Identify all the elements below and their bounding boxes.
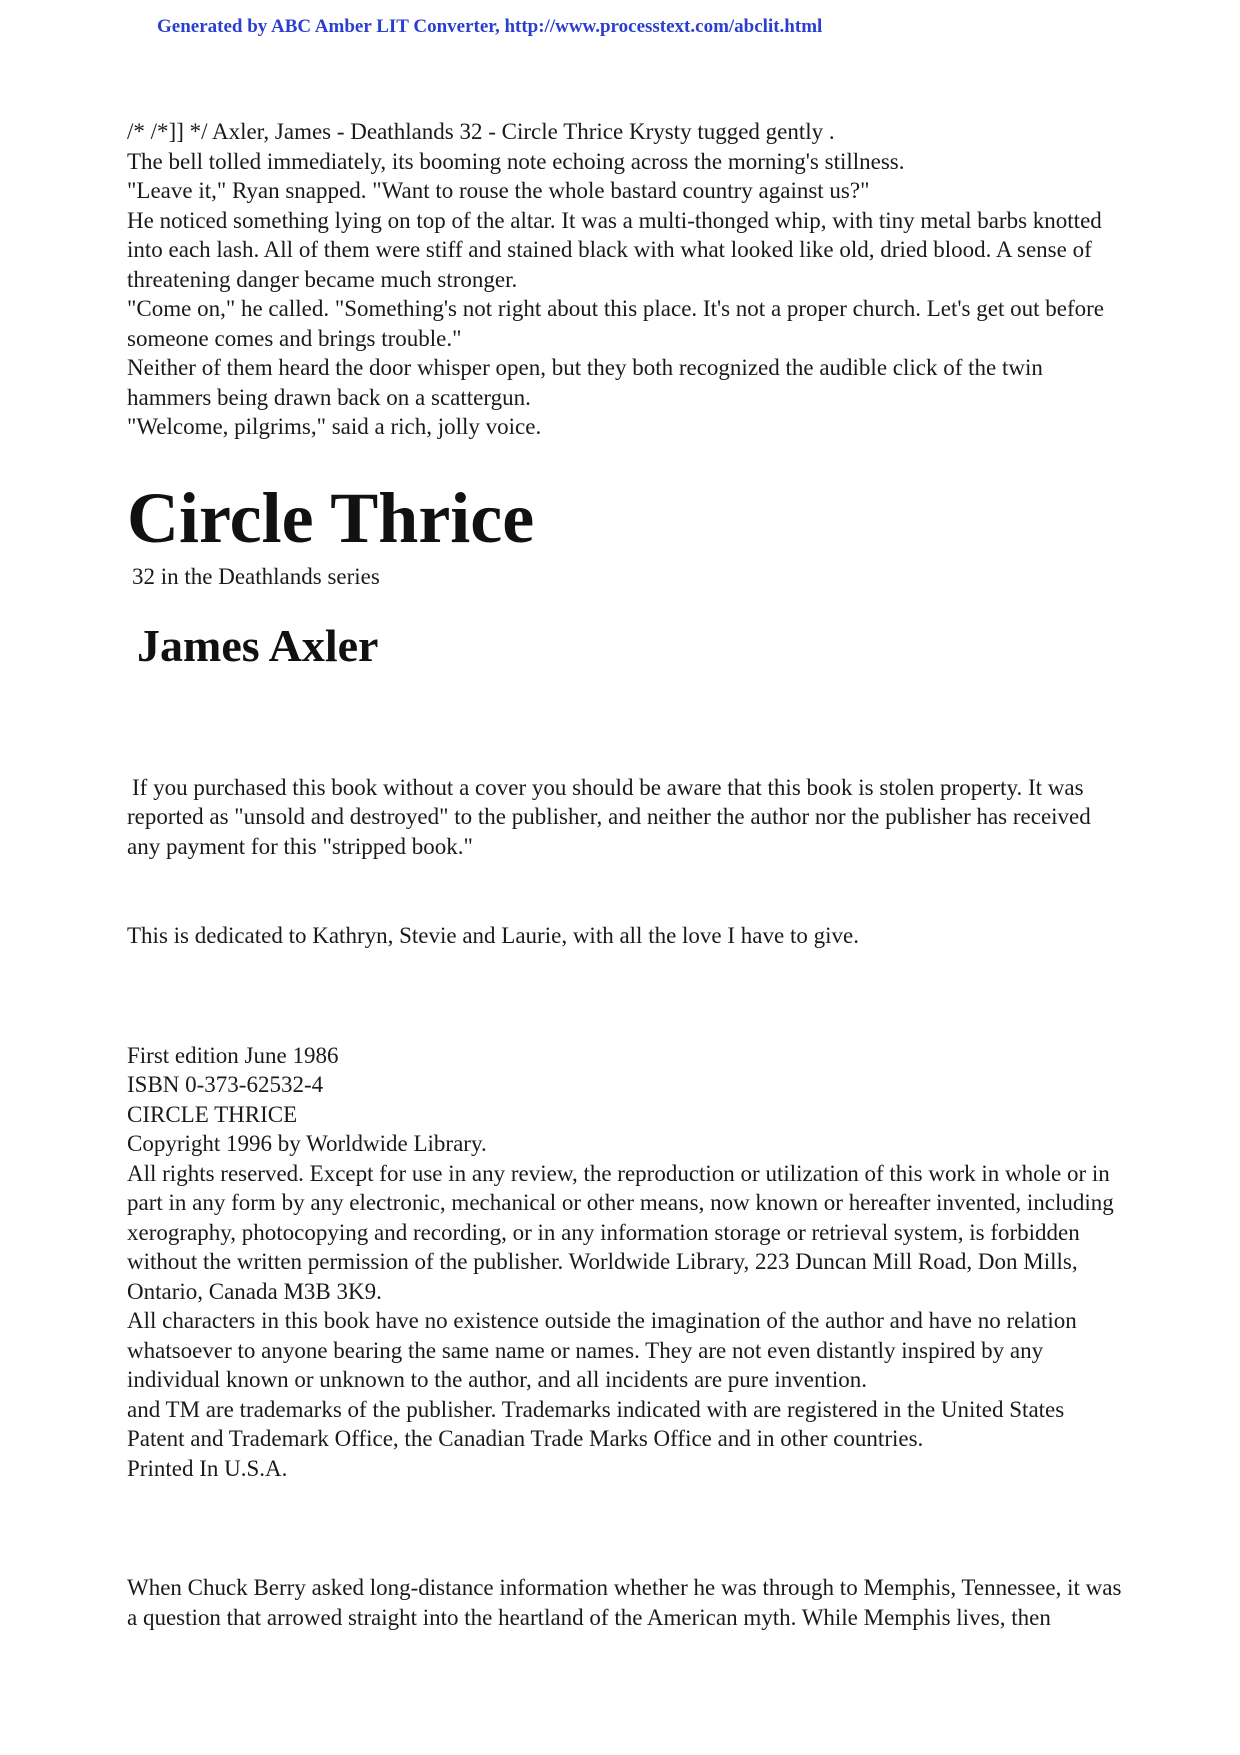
excerpt-section xyxy=(127,117,1127,442)
copyright-line: First edition June 1986 xyxy=(127,1042,339,1068)
intro-text: When Chuck Berry asked long-distance information whether he was through to Memphis, Tennessee, it was a question that arrowed straight into the heartland of the American myth. While Memphis lives, then xyxy=(127,1575,1122,1630)
excerpt-paragraph: "Leave it," Ryan snapped. "Want to rouse the whole bastard country against us?" xyxy=(127,178,870,203)
excerpt-paragraph: He noticed something lying on top of the altar. It was a multi-thonged whip, with tiny metal barbs knotted into each lash. All of them were stiff and stained black with what looked like old, dried blood. A sense of threatening danger became much stronger. xyxy=(127,207,1102,292)
dedication-text: This is dedicated to Kathryn, Stevie and Laurie, with all the love I have to give. xyxy=(127,923,859,948)
document-body xyxy=(127,117,1127,1632)
stripped-book-warning xyxy=(127,773,1127,862)
excerpt-paragraph: "Come on," he called. "Something's not right about this place. It's not a proper church. Let's get out before someone comes and brings trouble." xyxy=(127,296,1104,351)
copyright-section xyxy=(127,1041,1127,1484)
intro-section xyxy=(127,1573,1127,1632)
excerpt-paragraph: /* /*]] */ Axler, James - Deathlands 32 - Circle Thrice Krysty tugged gently . xyxy=(127,119,835,144)
copyright-line: CIRCLE THRICE xyxy=(127,1101,298,1127)
copyright-line: All rights reserved. Except for use in any review, the reproduction or utilization of this work in whole or in part in any form by any electronic, mechanical or other means, now known or hereafter invented, including xerography, photocopying and recording, or in any information storage or retrieval system, is forbidden without the written permission of the publisher. Worldwide Library, 223 Duncan Mill Road, Don Mills, Ontario, Canada M3B 3K9. xyxy=(127,1160,1114,1304)
excerpt-paragraph: The bell tolled immediately, its booming note echoing across the morning's stillness. xyxy=(127,148,905,174)
converter-header: Generated by ABC Amber LIT Converter, http://www.processtext.com/abclit.html xyxy=(157,16,823,37)
copyright-line: Printed In U.S.A. xyxy=(127,1455,288,1481)
author-name: James Axler xyxy=(137,619,379,671)
book-title: Circle Thrice xyxy=(127,477,535,558)
dedication-section xyxy=(127,921,1127,951)
copyright-line: All characters in this book have no existence outside the imagination of the author and have no relation whatsoever to anyone bearing the same name or names. They are not even distantly inspired by any individual known or unknown to the author, and all incidents are pure invention. xyxy=(127,1308,1077,1392)
warning-text: If you purchased this book without a cover you should be aware that this book is stolen property. It was reported as "unsold and destroyed" to the publisher, and neither the author nor the publisher has received any payment for this "stripped book." xyxy=(127,774,1091,859)
copyright-line: ISBN 0-373-62532-4 xyxy=(127,1072,324,1097)
copyright-line: and TM are trademarks of the publisher. Trademarks indicated with are registered in the United States Patent and Trademark Office, the Canadian Trade Marks Office and in other countries. xyxy=(127,1396,1065,1451)
copyright-line: Copyright 1996 by Worldwide Library. xyxy=(127,1131,487,1156)
excerpt-paragraph: Neither of them heard the door whisper open, but they both recognized the audible click of the twin hammers being drawn back on a scattergun. xyxy=(127,355,1043,410)
excerpt-paragraph: "Welcome, pilgrims," said a rich, jolly voice. xyxy=(127,414,542,439)
series-line: 32 in the Deathlands series xyxy=(132,563,380,589)
